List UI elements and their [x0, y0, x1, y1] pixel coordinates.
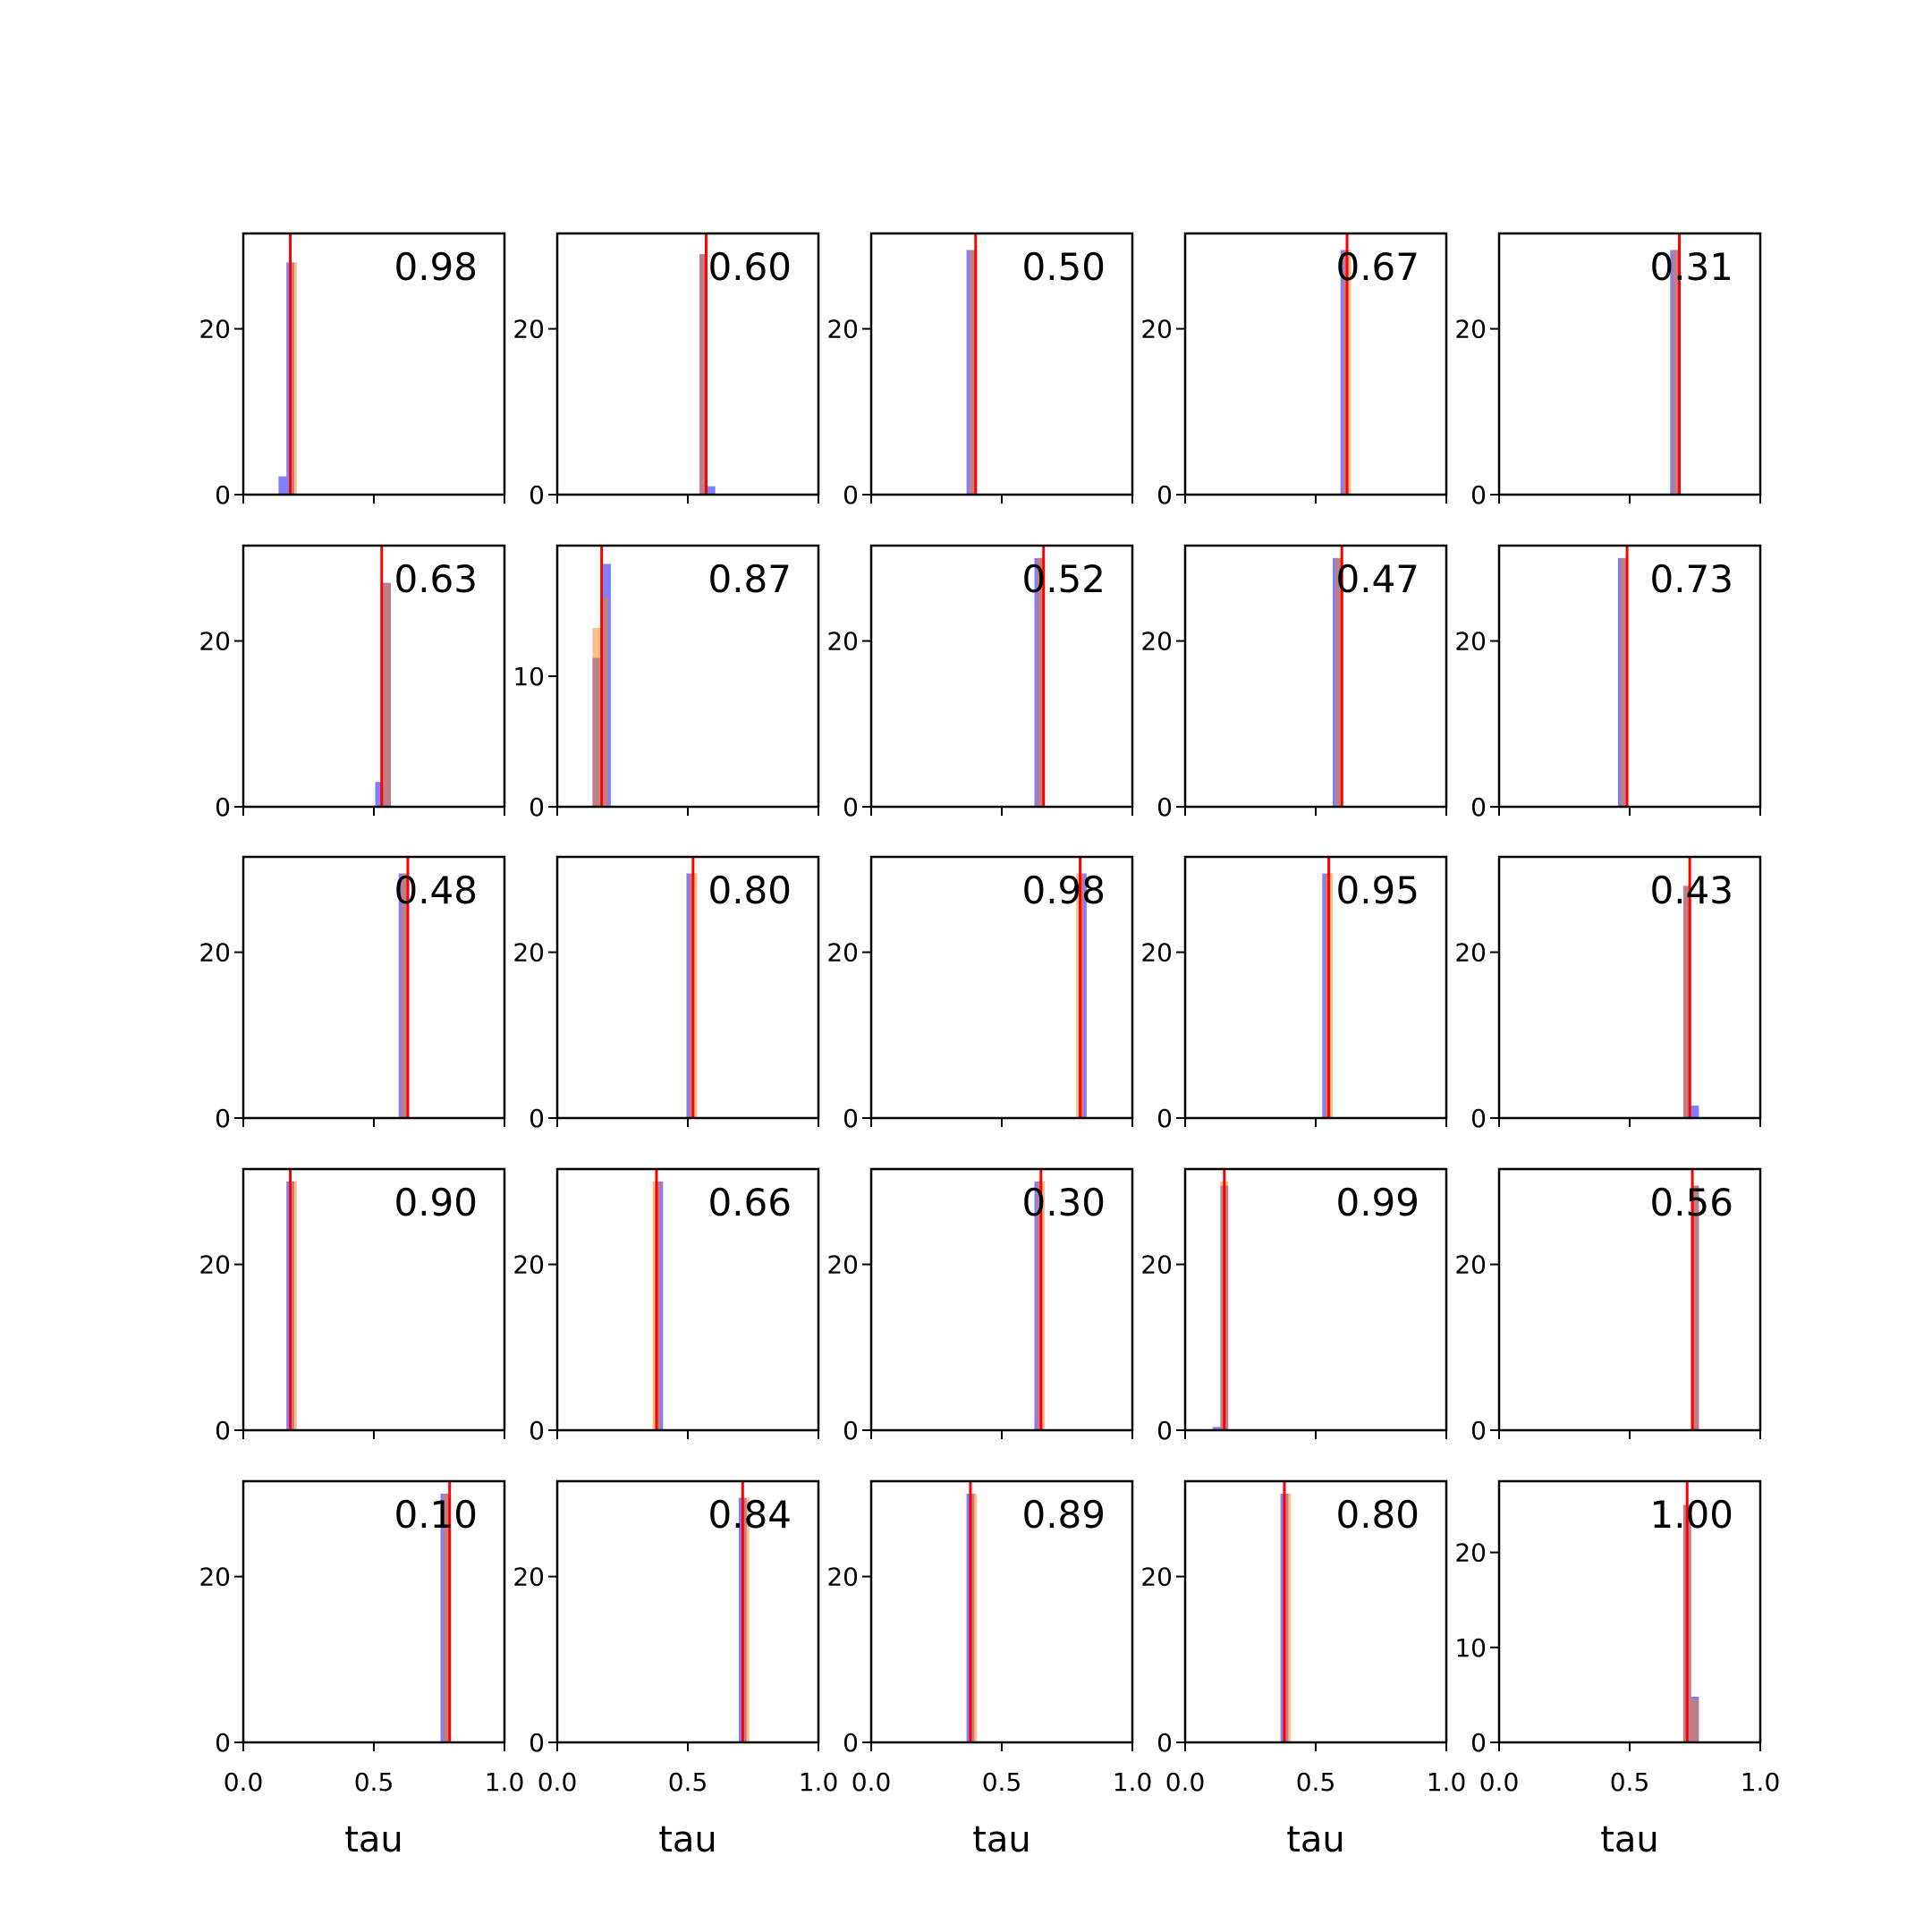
annotation-13: 0.95: [1335, 869, 1419, 912]
ytick-label-3-0: 0: [1157, 480, 1173, 510]
xtick-label-23-0: 0.0: [1165, 1767, 1206, 1797]
ytick-label-19-1: 20: [1454, 1250, 1487, 1280]
orange-bar-24-1: [1691, 1699, 1699, 1742]
ytick-label-1-0: 0: [529, 480, 545, 510]
ytick-label-6-1: 10: [513, 662, 545, 691]
annotation-9: 0.73: [1649, 557, 1733, 601]
ytick-label-12-1: 20: [826, 937, 859, 968]
xtick-label-23-2: 1.0: [1426, 1767, 1467, 1797]
ytick-label-21-1: 20: [513, 1562, 545, 1592]
xtick-label-20-0: 0.0: [223, 1767, 264, 1797]
ytick-label-23-0: 0: [1157, 1728, 1173, 1758]
ytick-label-7-1: 20: [826, 626, 859, 657]
annotation-16: 0.66: [708, 1181, 792, 1224]
annotation-8: 0.47: [1335, 557, 1419, 601]
orange-bar-6-0: [592, 628, 600, 807]
annotation-6: 0.87: [708, 557, 792, 601]
annotation-22: 0.89: [1021, 1493, 1106, 1537]
orange-bar-5-0: [383, 583, 391, 807]
xtick-label-20-1: 0.5: [353, 1767, 394, 1797]
xlabel-20: tau: [344, 1819, 403, 1860]
xtick-label-22-2: 1.0: [1112, 1767, 1153, 1797]
annotation-15: 0.90: [394, 1181, 478, 1224]
annotation-3: 0.67: [1335, 245, 1419, 289]
ytick-label-24-1: 10: [1454, 1632, 1487, 1663]
ytick-label-19-0: 0: [1470, 1416, 1487, 1445]
annotation-17: 0.30: [1021, 1181, 1106, 1224]
xtick-label-21-0: 0.0: [537, 1767, 578, 1797]
ytick-label-0-0: 0: [215, 480, 231, 510]
annotation-2: 0.50: [1021, 245, 1106, 289]
ytick-label-8-0: 0: [1157, 792, 1173, 822]
ytick-label-12-0: 0: [843, 1104, 859, 1133]
annotation-10: 0.48: [394, 869, 478, 912]
xtick-label-23-1: 0.5: [1295, 1767, 1336, 1797]
xtick-label-24-0: 0.0: [1479, 1767, 1520, 1797]
annotation-18: 0.99: [1335, 1181, 1419, 1224]
ytick-label-7-0: 0: [843, 792, 859, 822]
ytick-label-4-1: 20: [1454, 314, 1487, 344]
ytick-label-21-0: 0: [529, 1728, 545, 1758]
ytick-label-15-0: 0: [215, 1416, 231, 1445]
ytick-label-24-2: 20: [1454, 1538, 1487, 1568]
ytick-label-17-0: 0: [843, 1416, 859, 1445]
ytick-label-16-1: 20: [513, 1250, 545, 1280]
ytick-label-17-1: 20: [826, 1250, 859, 1280]
xlabel-24: tau: [1600, 1819, 1659, 1860]
xlabel-21: tau: [658, 1819, 717, 1860]
ytick-label-22-1: 20: [826, 1562, 859, 1592]
ytick-label-15-1: 20: [199, 1250, 231, 1280]
ytick-label-4-0: 0: [1470, 480, 1487, 510]
xlabel-23: tau: [1286, 1819, 1345, 1860]
blue-bar-1-1: [708, 487, 716, 495]
ytick-label-3-1: 20: [1140, 314, 1173, 344]
xtick-label-24-2: 1.0: [1740, 1767, 1781, 1797]
xtick-label-24-1: 0.5: [1609, 1767, 1650, 1797]
ytick-label-14-1: 20: [1454, 937, 1487, 968]
ytick-label-1-1: 20: [513, 314, 545, 344]
ytick-label-6-0: 0: [529, 792, 545, 822]
annotation-0: 0.98: [394, 245, 478, 289]
ytick-label-9-0: 0: [1470, 792, 1487, 822]
annotation-4: 0.31: [1649, 245, 1733, 289]
blue-bar-14-1: [1691, 1106, 1699, 1118]
annotation-21: 0.84: [708, 1493, 792, 1537]
ytick-label-13-1: 20: [1140, 937, 1173, 968]
xtick-label-21-1: 0.5: [667, 1767, 708, 1797]
ytick-label-10-1: 20: [199, 937, 231, 968]
ytick-label-9-1: 20: [1454, 626, 1487, 657]
annotation-14: 0.43: [1649, 869, 1733, 912]
ytick-label-2-0: 0: [843, 480, 859, 510]
ytick-label-14-0: 0: [1470, 1104, 1487, 1133]
ytick-label-18-1: 20: [1140, 1250, 1173, 1280]
xtick-label-20-2: 1.0: [484, 1767, 525, 1797]
ytick-label-24-0: 0: [1470, 1728, 1487, 1758]
annotation-23: 0.80: [1335, 1493, 1419, 1537]
ytick-label-23-1: 20: [1140, 1562, 1173, 1592]
ytick-label-5-1: 20: [199, 626, 231, 657]
annotation-5: 0.63: [394, 557, 478, 601]
xtick-label-22-0: 0.0: [851, 1767, 892, 1797]
annotation-7: 0.52: [1021, 557, 1106, 601]
annotation-1: 0.60: [708, 245, 792, 289]
ytick-label-16-0: 0: [529, 1416, 545, 1445]
ytick-label-0-1: 20: [199, 314, 231, 344]
ytick-label-5-0: 0: [215, 792, 231, 822]
ytick-label-8-1: 20: [1140, 626, 1173, 657]
ytick-label-20-0: 0: [215, 1728, 231, 1758]
blue-bar-0-0: [278, 477, 286, 495]
annotation-11: 0.80: [708, 869, 792, 912]
xtick-label-21-2: 1.0: [798, 1767, 839, 1797]
ytick-label-22-0: 0: [843, 1728, 859, 1758]
ytick-label-10-0: 0: [215, 1104, 231, 1133]
ytick-label-18-0: 0: [1157, 1416, 1173, 1445]
annotation-19: 0.56: [1649, 1181, 1733, 1224]
ytick-label-13-0: 0: [1157, 1104, 1173, 1133]
ytick-label-11-1: 20: [513, 937, 545, 968]
xlabel-22: tau: [972, 1819, 1031, 1860]
annotation-12: 0.98: [1021, 869, 1106, 912]
ytick-label-2-1: 20: [826, 314, 859, 344]
annotation-24: 1.00: [1649, 1493, 1733, 1537]
xtick-label-22-1: 0.5: [981, 1767, 1022, 1797]
ytick-label-11-0: 0: [529, 1104, 545, 1133]
annotation-20: 0.10: [394, 1493, 478, 1537]
ytick-label-20-1: 20: [199, 1562, 231, 1592]
